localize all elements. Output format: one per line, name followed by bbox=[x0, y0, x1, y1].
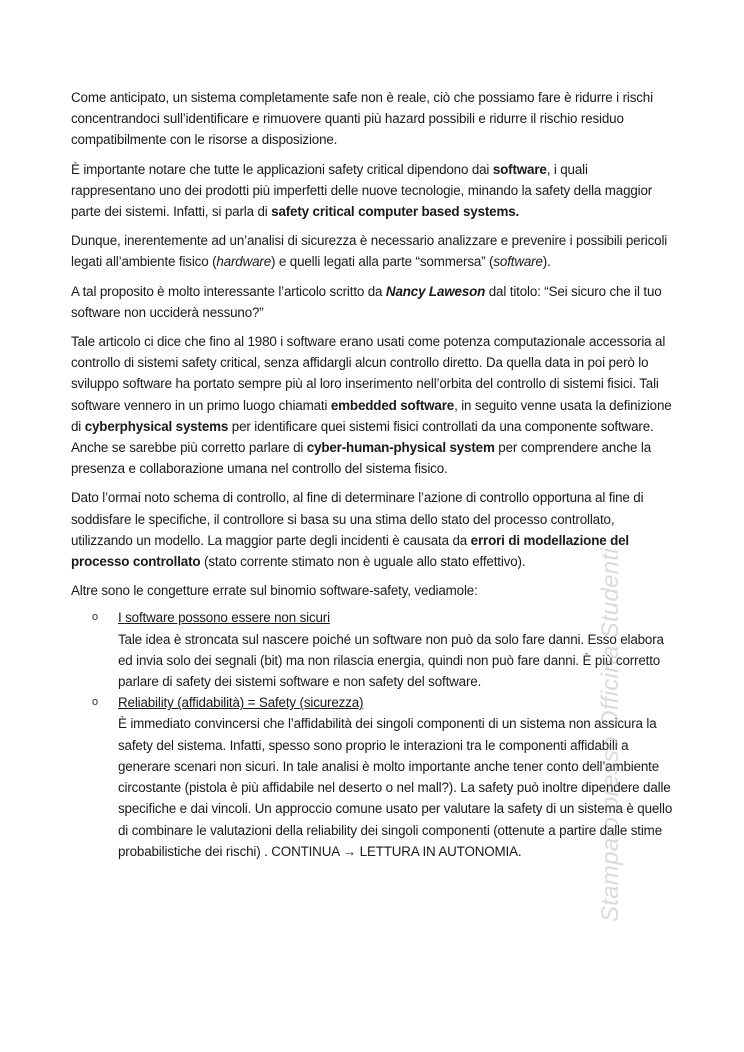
text: , in seguito venne usata la definizione di bbox=[71, 397, 672, 434]
paragraph-software-dependency bbox=[71, 159, 675, 223]
text: per comprendere anche la presenza e collaborazione umana nel controllo del sistema fisico. bbox=[71, 440, 652, 477]
list-item-title: I software possono essere non sicuri bbox=[118, 610, 330, 626]
text: (stato corrente stimato non è uguale allo stato effettivo). bbox=[200, 554, 526, 570]
paragraph-article bbox=[71, 281, 675, 323]
paragraph-history bbox=[71, 331, 675, 479]
document-page bbox=[71, 87, 675, 862]
paragraph-intro: Come anticipato, un sistema completamente safe non è reale, ciò che possiamo fare è ridurre i rischi concentrandoci sull’identificare e rimuovere quanti più hazard possibili e ridurre il rischio residuo compatibilmente con le risorse a disposizione. bbox=[71, 90, 653, 148]
watermark-text: Stampato presso Officina Studenti bbox=[597, 547, 625, 923]
text: , i quali rappresentano uno dei prodotti più imperfetti delle nuove tecnologie, minando la safety della maggior parte dei sistemi. Infatti, si parla di bbox=[71, 161, 653, 220]
paragraph-control-model bbox=[71, 487, 675, 572]
bold-term-chps: cyber-human-physical system bbox=[306, 440, 495, 456]
bold-term-software: software bbox=[492, 161, 547, 177]
bold-term-modelling-errors: errori di modellazione del processo controllato bbox=[71, 532, 629, 570]
list-item-body: È immediato convincersi che l’affidabilità dei singoli componenti di un sistema non assicura la safety del sistema. Infatti, spesso sono proprio le interazioni tra le componenti affidabili a generare scenari non sicuri. In tale analisi è molto importante anche tener conto dell’ambiente circostante (pistola è più affidabile nel deserto o nel mall?). La safety può inoltre dipendere dalle specifiche e dai vincoli. Un approccio comune usato per valutare la safety di un sistema è quello di combinare le valutazioni della reliability dei singoli componenti (ottenute a partire dalle stime probabilistiche dei rischi) . CONTINUA → LETTURA IN AUTONOMIA. bbox=[118, 716, 673, 859]
text: Dato l’ormai noto schema di controllo, al fine di determinare l’azione di controllo opportuna al fine di soddisfare le specifiche, il controllore si basa su una stima dello stato del processo controllato, utilizzando un modello. La maggior parte degli incidenti è causata da bbox=[71, 490, 644, 548]
author-name: Nancy Laweson bbox=[385, 283, 486, 299]
bold-term-cps: cyberphysical systems bbox=[84, 418, 229, 434]
italic-term-software: software bbox=[493, 254, 543, 270]
misconceptions-list bbox=[71, 607, 675, 861]
paragraph-list-intro: Altre sono le congetture errate sul binomio software-safety, vediamole: bbox=[71, 583, 478, 599]
list-item-title: Reliability (affidabilità) = Safety (sicurezza) bbox=[118, 695, 364, 711]
text: È importante notare che tutte le applicazioni safety critical dipendono dai bbox=[71, 161, 493, 177]
text: ) e quelli legati alla parte “sommersa” ( bbox=[271, 254, 494, 270]
text: ). bbox=[542, 254, 551, 270]
list-item bbox=[70, 607, 675, 692]
list-item-body: Tale idea è stroncata sul nascere poiché un software non può da solo fare danni. Esso elabora ed invia solo dei segnali (bit) ma non rilascia energia, quindi non può fare danni. È più corretto parlare di safety dei sistemi software e non safety del software. bbox=[118, 631, 664, 690]
text: per identificare quei sistemi fisici controllati da una componente software. Anche se sarebbe più corretto parlare di bbox=[71, 418, 654, 456]
text: Dunque, inerentemente ad un’analisi di sicurezza è necessario analizzare e prevenire i possibili pericoli legati all’ambiente fisico ( bbox=[71, 233, 668, 270]
bullet-icon: o bbox=[92, 611, 98, 624]
paragraph-hazard-analysis bbox=[71, 230, 675, 272]
bold-term-scbs: safety critical computer based systems. bbox=[271, 204, 520, 220]
list-item bbox=[70, 692, 675, 862]
bullet-icon: o bbox=[92, 696, 98, 709]
text: A tal proposito è molto interessante l’articolo scritto da bbox=[71, 283, 386, 299]
text: dal titolo: “Sei sicuro che il tuo software non ucciderà nessuno?” bbox=[71, 283, 662, 320]
bold-term-embedded: embedded software bbox=[330, 397, 455, 413]
italic-term-hardware: hardware bbox=[216, 254, 272, 270]
text: Tale articolo ci dice che fino al 1980 i software erano usati come potenza computazionale accessoria al controllo di sistemi safety critical, senza affidargli alcun controllo diretto. Da quella data in poi però lo sviluppo software ha portato sempre più al loro inserimento nell’orbita del controllo di sistemi fisici. Tali software vennero in un primo luogo chiamati bbox=[71, 334, 666, 413]
